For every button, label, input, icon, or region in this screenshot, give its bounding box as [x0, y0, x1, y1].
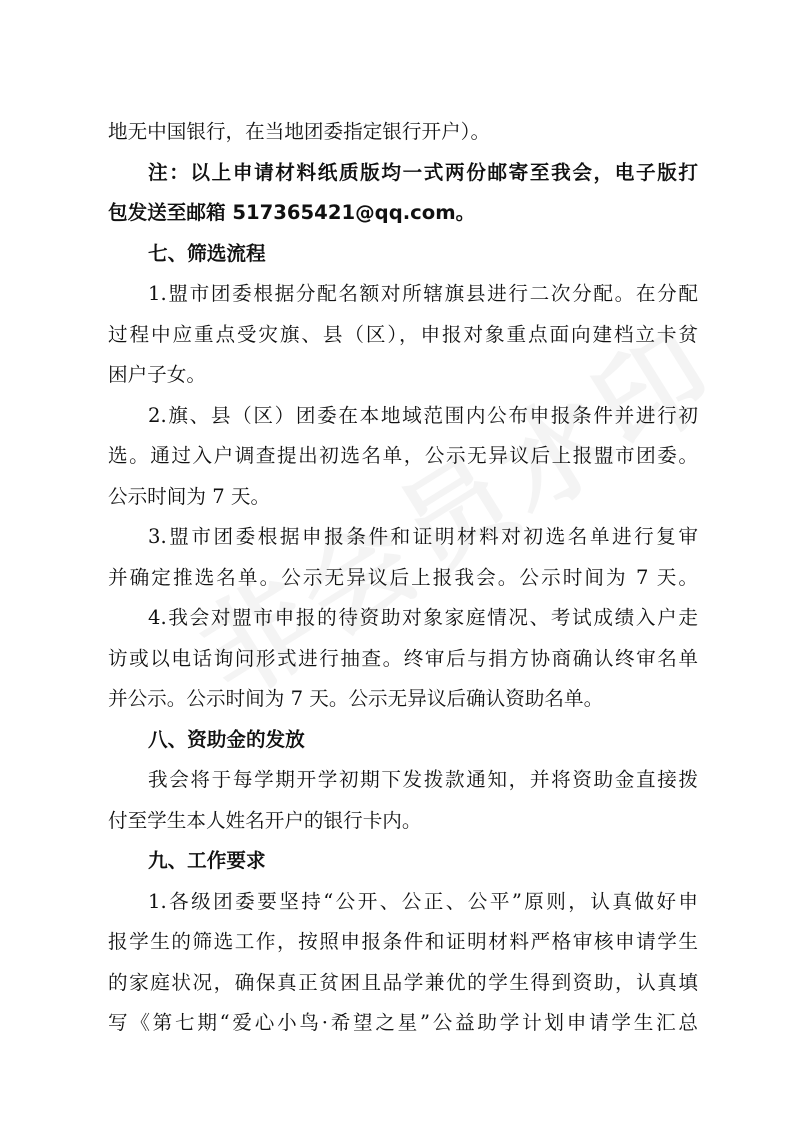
paragraph-line: 并公示。公示时间为 7 天。公示无异议后确认资助名单。 — [108, 687, 604, 710]
section-heading-funding: 八、资助金的发放 — [148, 727, 305, 751]
paragraph-line: 报学生的筛选工作，按照申报条件和证明材料严格审核申请学生 — [108, 930, 698, 953]
paragraph-line: 写《第七期“爱心小鸟·希望之星”公益助学计划申请学生汇总 — [108, 1011, 698, 1034]
paragraph-line: 付至学生本人姓名开户的银行卡内。 — [108, 808, 422, 832]
paragraph-line: 4.我会对盟市申报的待资助对象家庭情况、考试成绩入户走 — [148, 606, 698, 629]
note-line: 注：以上申请材料纸质版均一式两份邮寄至我会，电子版打 — [148, 160, 698, 184]
note-email-line: 包发送至邮箱 517365421@qq.com。 — [108, 201, 476, 224]
paragraph-line: 1.盟市团委根据分配名额对所辖旗县进行二次分配。在分配 — [148, 282, 698, 305]
paragraph-line: 的家庭状况，确保真正贫困且品学兼优的学生得到资助，认真填 — [108, 970, 698, 994]
paragraph-line: 3.盟市团委根据申报条件和证明材料对初选名单进行复审 — [148, 525, 698, 548]
paragraph-line: 过程中应重点受灾旗、县（区），申报对象重点面向建档立卡贫 — [108, 322, 698, 346]
paragraph-line: 2.旗、县（区）团委在本地域范围内公布申报条件并进行初 — [148, 403, 698, 427]
paragraph-line: 我会将于每学期开学初期下发拨款通知，并将资助金直接拨 — [148, 768, 698, 791]
paragraph-line: 并确定推选名单。公示无异议后上报我会。公示时间为 7 天。 — [108, 565, 698, 589]
paragraph-line: 困户子女。 — [108, 363, 206, 386]
section-heading-requirements: 九、工作要求 — [148, 849, 266, 872]
paragraph-line: 公示时间为 7 天。 — [108, 484, 271, 508]
section-heading-screening: 七、筛选流程 — [148, 241, 266, 265]
document-body — [108, 112, 698, 1044]
paragraph-line: 1.各级团委要坚持“公开、公正、公平”原则，认真做好申 — [148, 889, 698, 913]
paragraph-line: 选。通过入户调查提出初选名单，公示无异议后上报盟市团委。 — [108, 444, 698, 467]
paragraph-line: 地无中国银行，在当地团委指定银行开户）。 — [108, 120, 491, 143]
paragraph-line: 访或以电话询问形式进行抽查。终审后与捐方协商确认终审名单 — [108, 646, 698, 670]
